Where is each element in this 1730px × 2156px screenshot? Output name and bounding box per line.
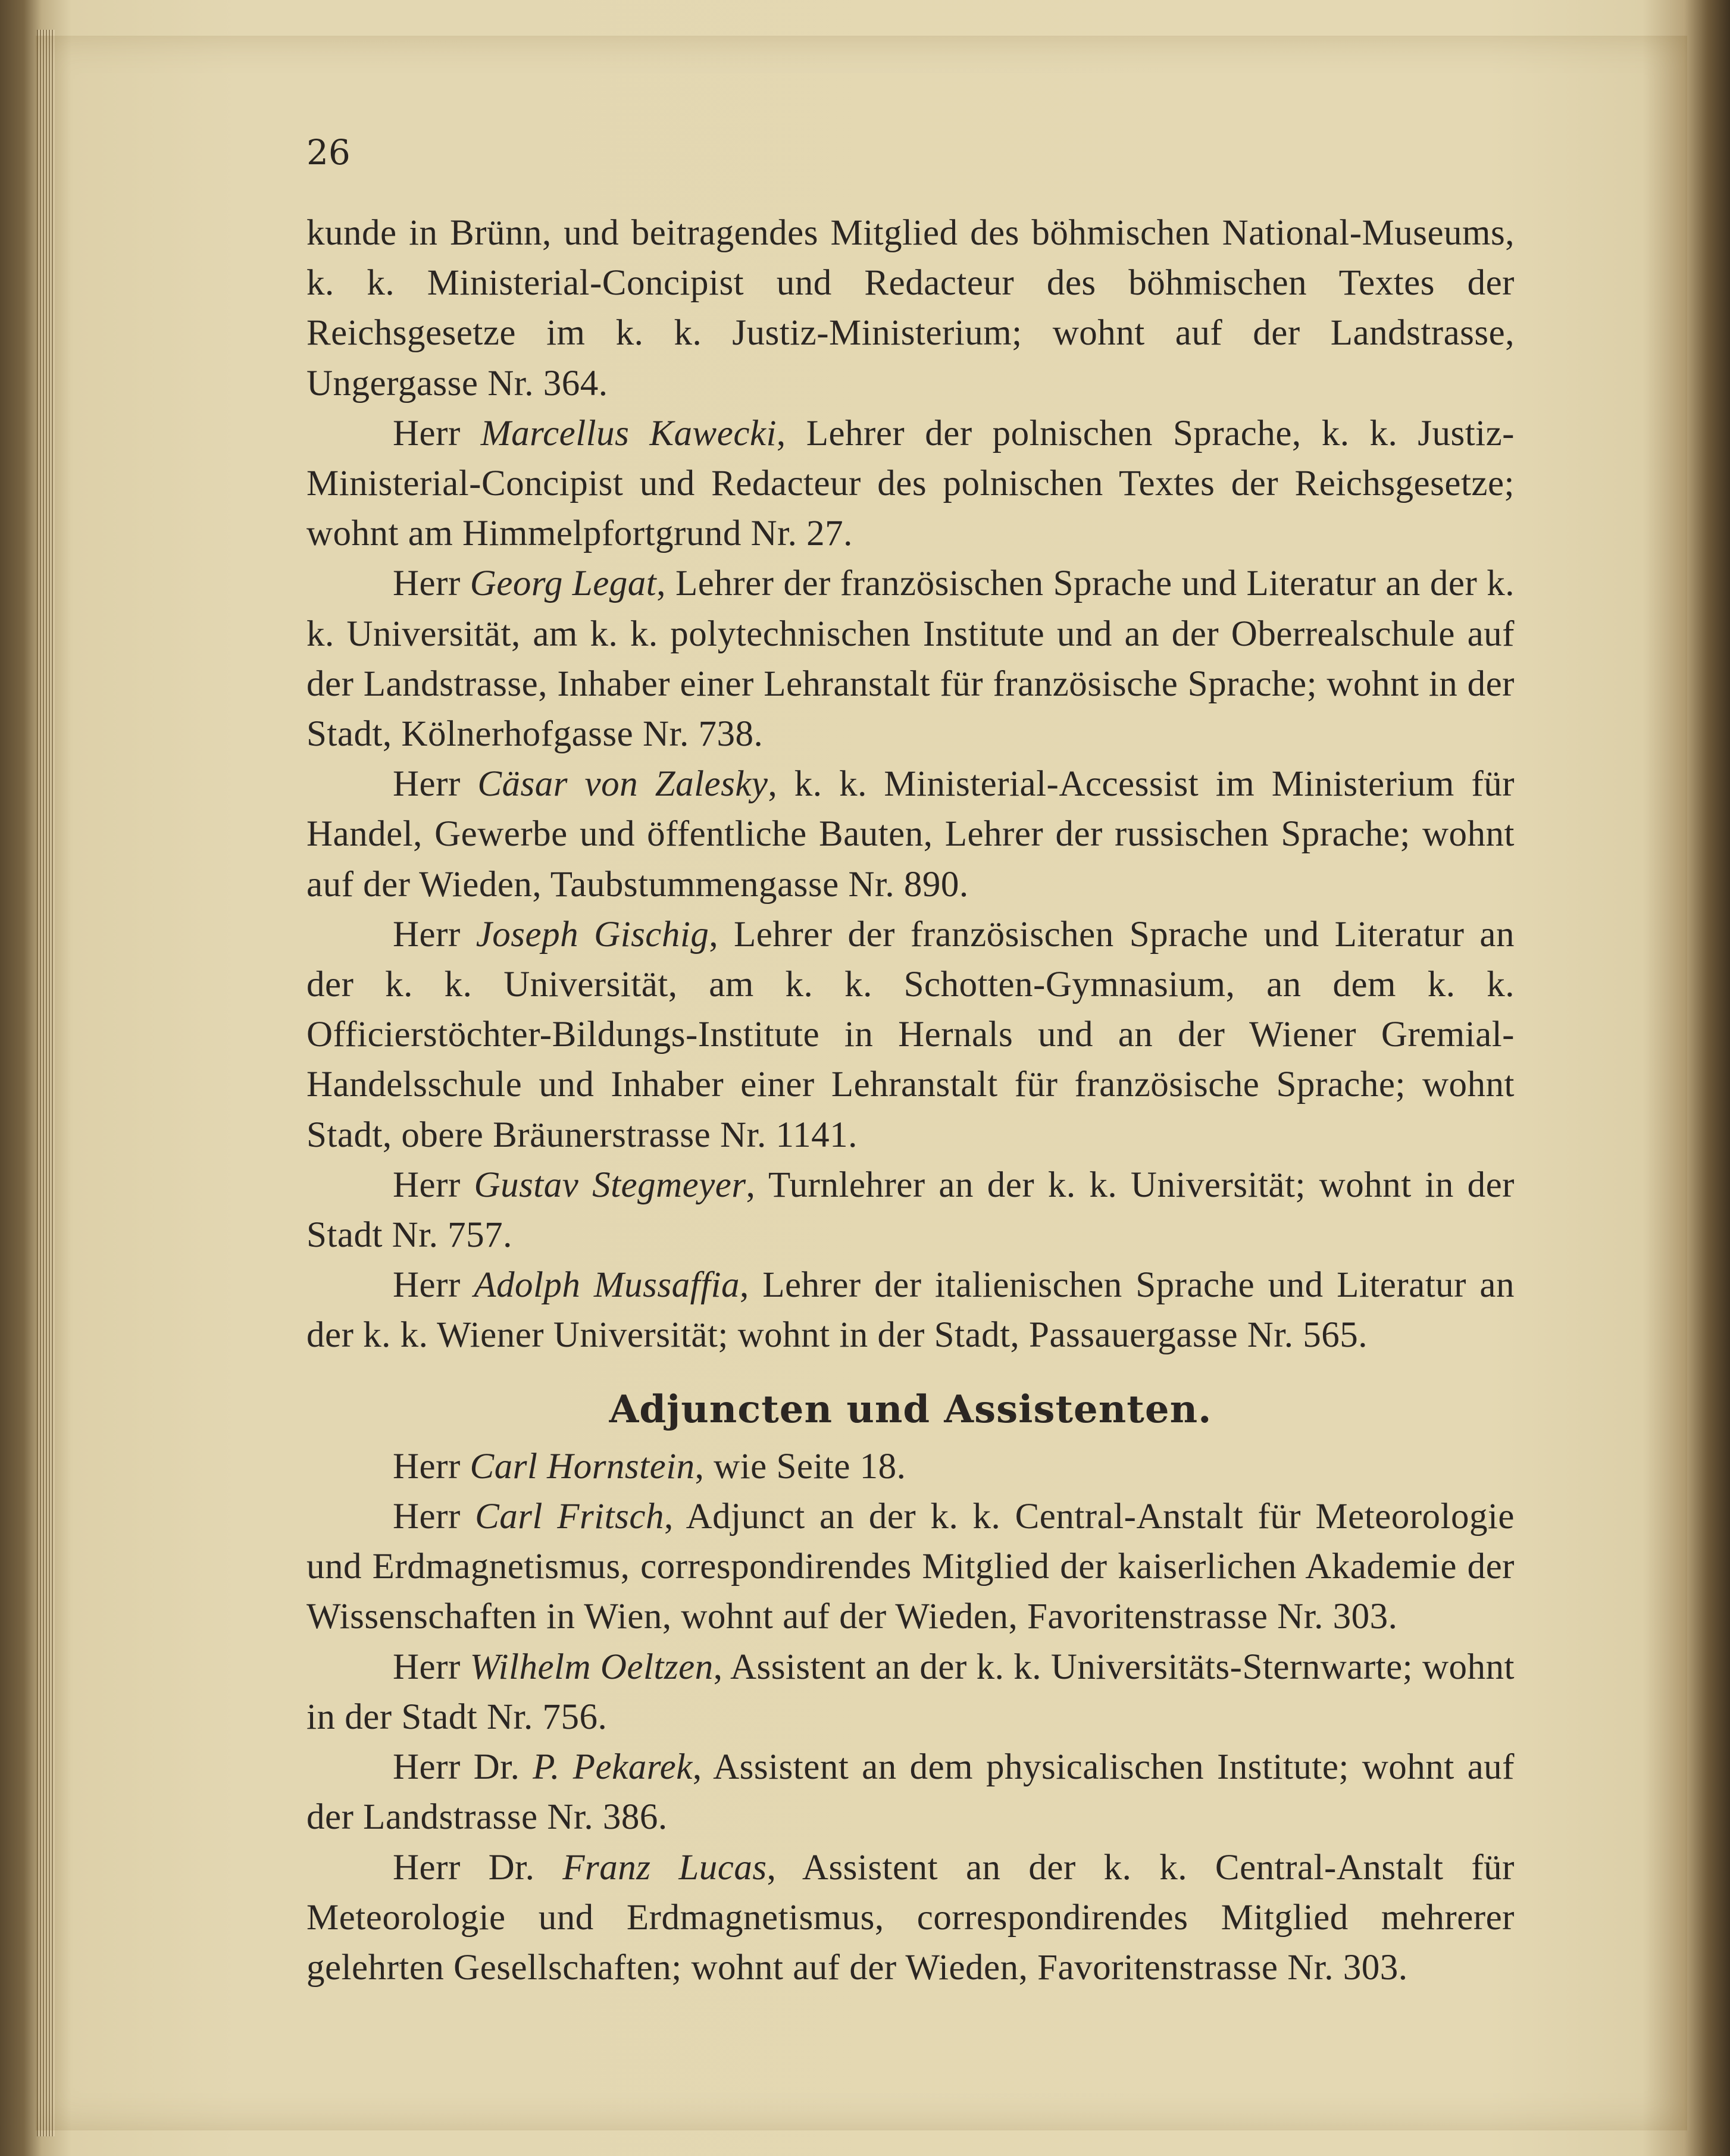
paragraph-text: , Lehrer der italienischen Sprache und Literatur an der k. k. Wiener Universität; wohnt in der Stadt, Passauergasse Nr. 565.: [306, 1265, 1515, 1356]
paragraph-text: , Assistent an der k. k. Central-Anstalt für Meteorologie und Erdmagnetismus, correspondirendes Mitglied mehrerer gelehrten Gesellschaften; wohnt auf der Wieden, Favoritenstrasse Nr. 303.: [306, 1847, 1515, 1988]
paragraph-text: , k. k. Ministerial-Accessist im Ministerium für Handel, Gewerbe und öffentliche Bauten, Lehrer der russischen Sprache; wohnt auf der Wieden, Taubstummengasse Nr. 890.: [306, 764, 1515, 905]
paragraph-text: , Lehrer der französischen Sprache und Literatur an der k. k. Universität, am k. k. Schotten-Gymnasium, an dem k. k. Officierstöchter-Bildungs-Institute in Hernals und an der Wiener Gremial-Handelsschule und Inhaber einer Lehranstalt für französische Sprache; wohnt Stadt, obere Bräunerstrasse Nr. 1141.: [306, 914, 1515, 1155]
paragraph-text: , Assistent an dem physicalischen Institute; wohnt auf der Landstrasse Nr. 386.: [306, 1747, 1515, 1838]
paragraph-lead: Herr: [393, 1647, 470, 1687]
paragraph-lead: Herr: [393, 413, 481, 453]
person-name: Adolph Mussaffia: [474, 1265, 740, 1306]
paragraph-text: , Lehrer der polnischen Sprache, k. k. Justiz-Ministerial-Concipist und Redacteur des polnischen Textes der Reichsgesetze; wohnt am Himmelpfortgrund Nr. 27.: [306, 413, 1515, 554]
person-name: Franz Lucas: [562, 1847, 767, 1888]
person-name: Cäsar von Zalesky: [477, 764, 768, 805]
person-name: Georg Legat: [470, 564, 657, 604]
paragraph-lead: Herr: [393, 1265, 474, 1306]
paragraph-entry: [306, 1260, 1515, 1360]
paragraph-continuation: [306, 208, 1515, 409]
paragraph-entry: [306, 409, 1515, 559]
body-text: [306, 208, 1515, 1993]
paragraph-lead: Herr: [393, 1497, 475, 1537]
paragraph-entry: [306, 559, 1515, 759]
paragraph-text: , wie Seite 18.: [694, 1446, 906, 1487]
person-name: Gustav Stegmeyer: [474, 1165, 746, 1205]
paragraph-lead: Herr Dr.: [393, 1747, 533, 1788]
person-name: P. Pekarek: [533, 1747, 693, 1788]
paragraph-text: kunde in Brünn, und beitragendes Mitglied des böhmischen National-Museums, k. k. Ministerial-Concipist und Redacteur des böhmischen Textes der Reichsgesetze im k. k. Justiz-Ministerium; wohnt auf der Landstrasse, Ungergasse Nr. 364.: [306, 213, 1515, 403]
paragraph-entry: [306, 759, 1515, 910]
person-name: Wilhelm Oeltzen: [470, 1647, 714, 1687]
paragraph-entry: [306, 1742, 1515, 1842]
paragraph-entry: [306, 1843, 1515, 1994]
paragraph-lead: Herr: [393, 914, 476, 955]
paragraph-entry: [306, 910, 1515, 1160]
paragraph-lead: Herr: [393, 1165, 474, 1205]
person-name: Carl Hornstein: [470, 1446, 695, 1487]
paragraph-text: , Lehrer der französischen Sprache und Literatur an der k. k. Universität, am k. k. polytechnischen Institute und an der Oberrealschule auf der Landstrasse, Inhaber einer Lehranstalt für französische Sprache; wohnt in der Stadt, Kölnerhofgasse Nr. 738.: [306, 564, 1515, 755]
paragraph-lead: Herr: [393, 564, 470, 604]
person-name: Carl Fritsch: [475, 1497, 664, 1537]
paragraph-entry: [306, 1442, 1515, 1492]
section-heading: Adjuncten und Assistenten.: [609, 1387, 1212, 1432]
paragraph-text: , Assistent an der k. k. Universitäts-Sternwarte; wohnt in der Stadt Nr. 756.: [306, 1647, 1515, 1737]
paragraph-text: , Adjunct an der k. k. Central-Anstalt für Meteorologie und Erdmagnetismus, correspondirendes Mitglied der kaiserlichen Akademie der Wissenschaften in Wien, wohnt auf der Wieden, Favoritenstrasse Nr. 303.: [306, 1497, 1515, 1637]
paragraph-lead: Herr: [393, 764, 478, 805]
person-name: Joseph Gischig: [475, 914, 709, 955]
paragraph-text: , Turnlehrer an der k. k. Universität; wohnt in der Stadt Nr. 757.: [306, 1165, 1515, 1256]
paragraph-lead: Herr Dr.: [393, 1847, 563, 1888]
paragraph-entry: [306, 1160, 1515, 1260]
page-number: 26: [306, 132, 351, 173]
paragraph-entry: [306, 1492, 1515, 1642]
paragraph-entry: [306, 1642, 1515, 1742]
paragraph-lead: Herr: [393, 1446, 470, 1487]
person-name: Marcellus Kawecki: [480, 413, 777, 453]
